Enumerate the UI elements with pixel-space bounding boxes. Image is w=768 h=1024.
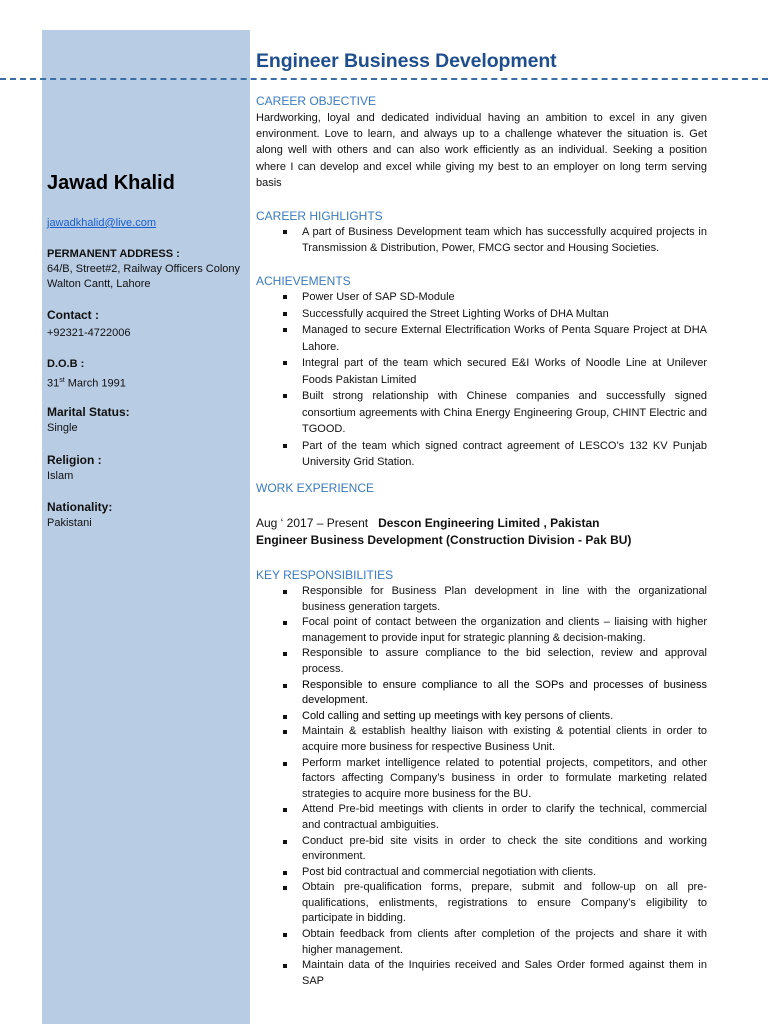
list-item: A part of Business Development team which has successfully acquired projects in Transmission & Distribution, Power, FMCG sector and Housing Societies. [256,224,707,256]
list-item: Managed to secure External Electrification Works of Penta Square Project at DHA Lahore. [256,322,707,355]
address-line-2: Walton Cantt, Lahore [47,278,151,290]
list-item: Responsible to ensure compliance to all the SOPs and processes of business development. [256,678,707,709]
key-responsibilities-list [256,584,707,989]
contact-block [47,308,131,341]
email-link[interactable]: jawadkhalid@live.com [47,217,156,229]
contact-label: Contact : [47,308,99,322]
email-container [47,216,156,231]
work-period-line [256,515,599,531]
nationality-block [47,500,112,531]
dob-month-year: March 1991 [64,377,126,390]
nationality-value: Pakistani [47,517,92,529]
list-item: Obtain pre-qualification forms, prepare, submit and follow-up on all pre-qualifications, enlistments, registrations to ensure Company’s eligibility to participate in bidding. [256,880,707,927]
list-item: Part of the team which signed contract agreement of LESCO’s 132 KV Punjab University Grid Station. [256,438,707,471]
page-title: Engineer Business Development [256,50,557,72]
list-item: Focal point of contact between the organization and clients – liaising with higher management to provide input for strategic planning & decision-making. [256,615,707,646]
career-objective-text: Hardworking, loyal and dedicated individual having an ambition to excel in any given environment. Love to learn, and always up to a challenge whatever the situation is. Get along well with others and can also work efficiently as an individual. Seeking a position where I can develop and excel while giving my best to an employer on long term serving basis [256,112,707,189]
list-item: Attend Pre-bid meetings with clients in order to clarify the technical, commercial and contractual ambiguities. [256,802,707,833]
dob-block [47,357,126,392]
list-item: Perform market intelligence related to potential projects, competitors, and other factors affecting Company’s business in order to formulate marketing related strategies to acquire more business for the BU. [256,756,707,803]
career-highlights-list [256,224,707,256]
list-item: Cold calling and setting up meetings with key persons of clients. [256,709,707,725]
candidate-name: Jawad Khalid [47,172,175,194]
work-experience-heading: WORK EXPERIENCE [256,481,375,495]
list-item: Successfully acquired the Street Lighting Works of DHA Multan [256,306,707,323]
dob-day: 31 [47,377,60,390]
header-divider [0,78,768,80]
list-item: Responsible for Business Plan development in line with the organizational business generation targets. [256,584,707,615]
achievements-list [256,289,707,471]
list-item: Power User of SAP SD-Module [256,289,707,306]
marital-value: Single [47,422,78,434]
dob-suffix: st [59,377,65,384]
marital-block [47,405,130,436]
work-company: Descon Engineering Limited , Pakistan [378,516,600,530]
key-responsibilities-heading: KEY RESPONSIBILITIES [256,568,394,582]
address-line-1: 64/B, Street#2, Railway Officers Colony [47,263,240,275]
list-item: Obtain feedback from clients after completion of the projects and share it with higher management. [256,927,707,958]
nationality-label: Nationality: [47,500,113,514]
list-item: Maintain & establish healthy liaison with existing & potential clients in order to acquire more business for respective Business Unit. [256,724,707,755]
religion-value: Islam [47,470,74,482]
list-item: Integral part of the team which secured E&I Works of Noodle Line at Unilever Foods Pakistan Limited [256,355,707,388]
address-label: PERMANENT ADDRESS : [47,248,180,260]
list-item: Built strong relationship with Chinese companies and successfully signed consortium agreements with China Energy Engineering Group, CHINT Electric and TGOOD. [256,388,707,438]
achievements-heading: ACHIEVEMENTS [256,274,351,288]
work-period: Aug ‘ 2017 – Present [256,516,369,530]
career-objective-heading: CAREER OBJECTIVE [256,94,377,108]
list-item: Conduct pre-bid site visits in order to check the site conditions and working environment. [256,834,707,865]
address-block [47,247,240,292]
work-role: Engineer Business Development (Construction Division - Pak BU) [256,533,632,547]
dob-label: D.O.B : [47,358,85,370]
religion-label: Religion : [47,453,102,467]
list-item: Maintain data of the Inquiries received and Sales Order formed against them in SAP [256,958,707,989]
dob-value [47,373,126,392]
career-highlights-heading: CAREER HIGHLIGHTS [256,209,383,223]
list-item: Responsible to assure compliance to the bid selection, review and approval process. [256,646,707,677]
religion-block [47,453,102,484]
contact-value: +92321-4722006 [47,327,131,339]
marital-label: Marital Status: [47,405,130,419]
list-item: Post bid contractual and commercial negotiation with clients. [256,865,707,881]
